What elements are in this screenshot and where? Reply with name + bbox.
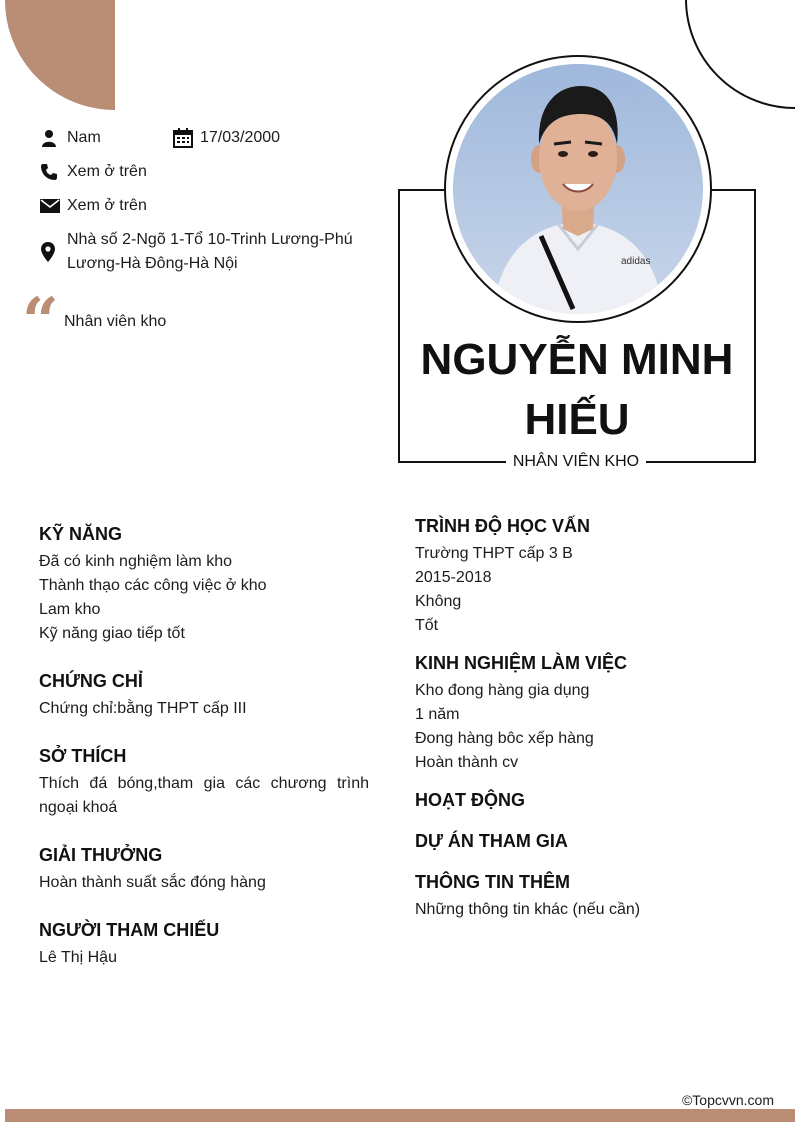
avatar — [453, 64, 703, 314]
list-item: Thành thạo các công việc ở kho — [39, 577, 267, 594]
awards-list — [39, 871, 266, 895]
list-item: Trường THPT cấp 3 B — [415, 545, 573, 562]
name-frame-bottom-left — [398, 461, 506, 463]
corner-decoration-filled — [5, 0, 225, 110]
list-item: Hoàn thành suất sắc đóng hàng — [39, 874, 266, 891]
job-title: NHÂN VIÊN KHO — [512, 453, 640, 470]
education-heading: TRÌNH ĐỘ HỌC VẤN — [415, 516, 590, 536]
list-item: Lê Thị Hậu — [39, 949, 117, 966]
hobbies-paragraph: Thích đá bóng,tham gia các chương trình ngoại khoá — [39, 775, 369, 816]
contact-email — [40, 194, 147, 218]
contact-phone — [40, 160, 147, 184]
certificates-list — [39, 697, 247, 721]
address-line-1: Nhà số 2-Ngõ 1-Tổ 10-Trinh Lương-Phú — [67, 231, 353, 248]
list-item: 2015-2018 — [415, 569, 492, 586]
more-info-list — [415, 898, 640, 922]
envelope-icon — [40, 194, 62, 218]
list-item: Lam kho — [39, 601, 101, 618]
corner-decoration-ring — [680, 0, 795, 120]
list-item: Tốt — [415, 617, 439, 634]
contact-birthdate — [173, 126, 280, 150]
contact-address — [40, 228, 353, 276]
calendar-icon — [173, 126, 195, 150]
list-item: Đã có kinh nghiệm làm kho — [39, 553, 232, 570]
svg-text:adidas: adidas — [621, 256, 651, 267]
full-name-line-1: NGUYỄN MINH — [420, 335, 734, 384]
list-item: 1 năm — [415, 706, 460, 723]
hobbies-heading: SỞ THÍCH — [39, 746, 127, 766]
list-item: Không — [415, 593, 462, 610]
list-item: Những thông tin khác (nếu cần) — [415, 901, 641, 918]
person-icon — [40, 126, 62, 150]
education-list — [415, 542, 573, 638]
address-value — [67, 228, 353, 276]
more-info-heading: THÔNG TIN THÊM — [415, 872, 570, 892]
list-item: Kỹ năng giao tiếp tốt — [39, 625, 185, 642]
list-item: Đong hàng bôc xếp hàng — [415, 730, 594, 747]
quote-icon: “ — [22, 284, 59, 359]
address-line-2: Lương-Hà Đông-Hà Nội — [67, 255, 238, 272]
experience-list — [415, 679, 594, 775]
gender-value: Nam — [67, 129, 101, 146]
location-pin-icon — [40, 228, 62, 276]
birthdate-value: 17/03/2000 — [200, 129, 281, 146]
copyright-text: ©Topcvvn.com — [681, 1092, 774, 1108]
name-frame-bottom-right — [646, 461, 756, 463]
experience-heading: KINH NGHIỆM LÀM VIỆC — [415, 653, 628, 673]
full-name-line-2: HIẾU — [524, 395, 630, 444]
phone-icon — [40, 160, 62, 184]
references-heading: NGƯỜI THAM CHIẾU — [39, 920, 220, 940]
references-list — [39, 946, 117, 970]
list-item: Chứng chỉ:bằng THPT cấp III — [39, 700, 247, 717]
phone-value: Xem ở trên — [67, 163, 147, 180]
certificates-heading: CHỨNG CHỈ — [39, 671, 143, 691]
contact-gender — [40, 126, 101, 150]
list-item: Hoàn thành cv — [415, 754, 519, 771]
email-value: Xem ở trên — [67, 197, 147, 214]
skills-heading: KỸ NĂNG — [39, 524, 123, 544]
list-item: Kho đong hàng gia dụng — [415, 682, 590, 699]
skills-list — [39, 550, 267, 646]
full-name — [405, 330, 749, 450]
activities-heading: HOẠT ĐỘNG — [415, 790, 525, 810]
projects-heading: DỰ ÁN THAM GIA — [415, 831, 568, 851]
hobbies-text — [39, 772, 369, 820]
footer-bar — [5, 1109, 795, 1122]
career-objective: Nhân viên kho — [64, 313, 167, 330]
awards-heading: GIẢI THƯỞNG — [39, 845, 163, 865]
